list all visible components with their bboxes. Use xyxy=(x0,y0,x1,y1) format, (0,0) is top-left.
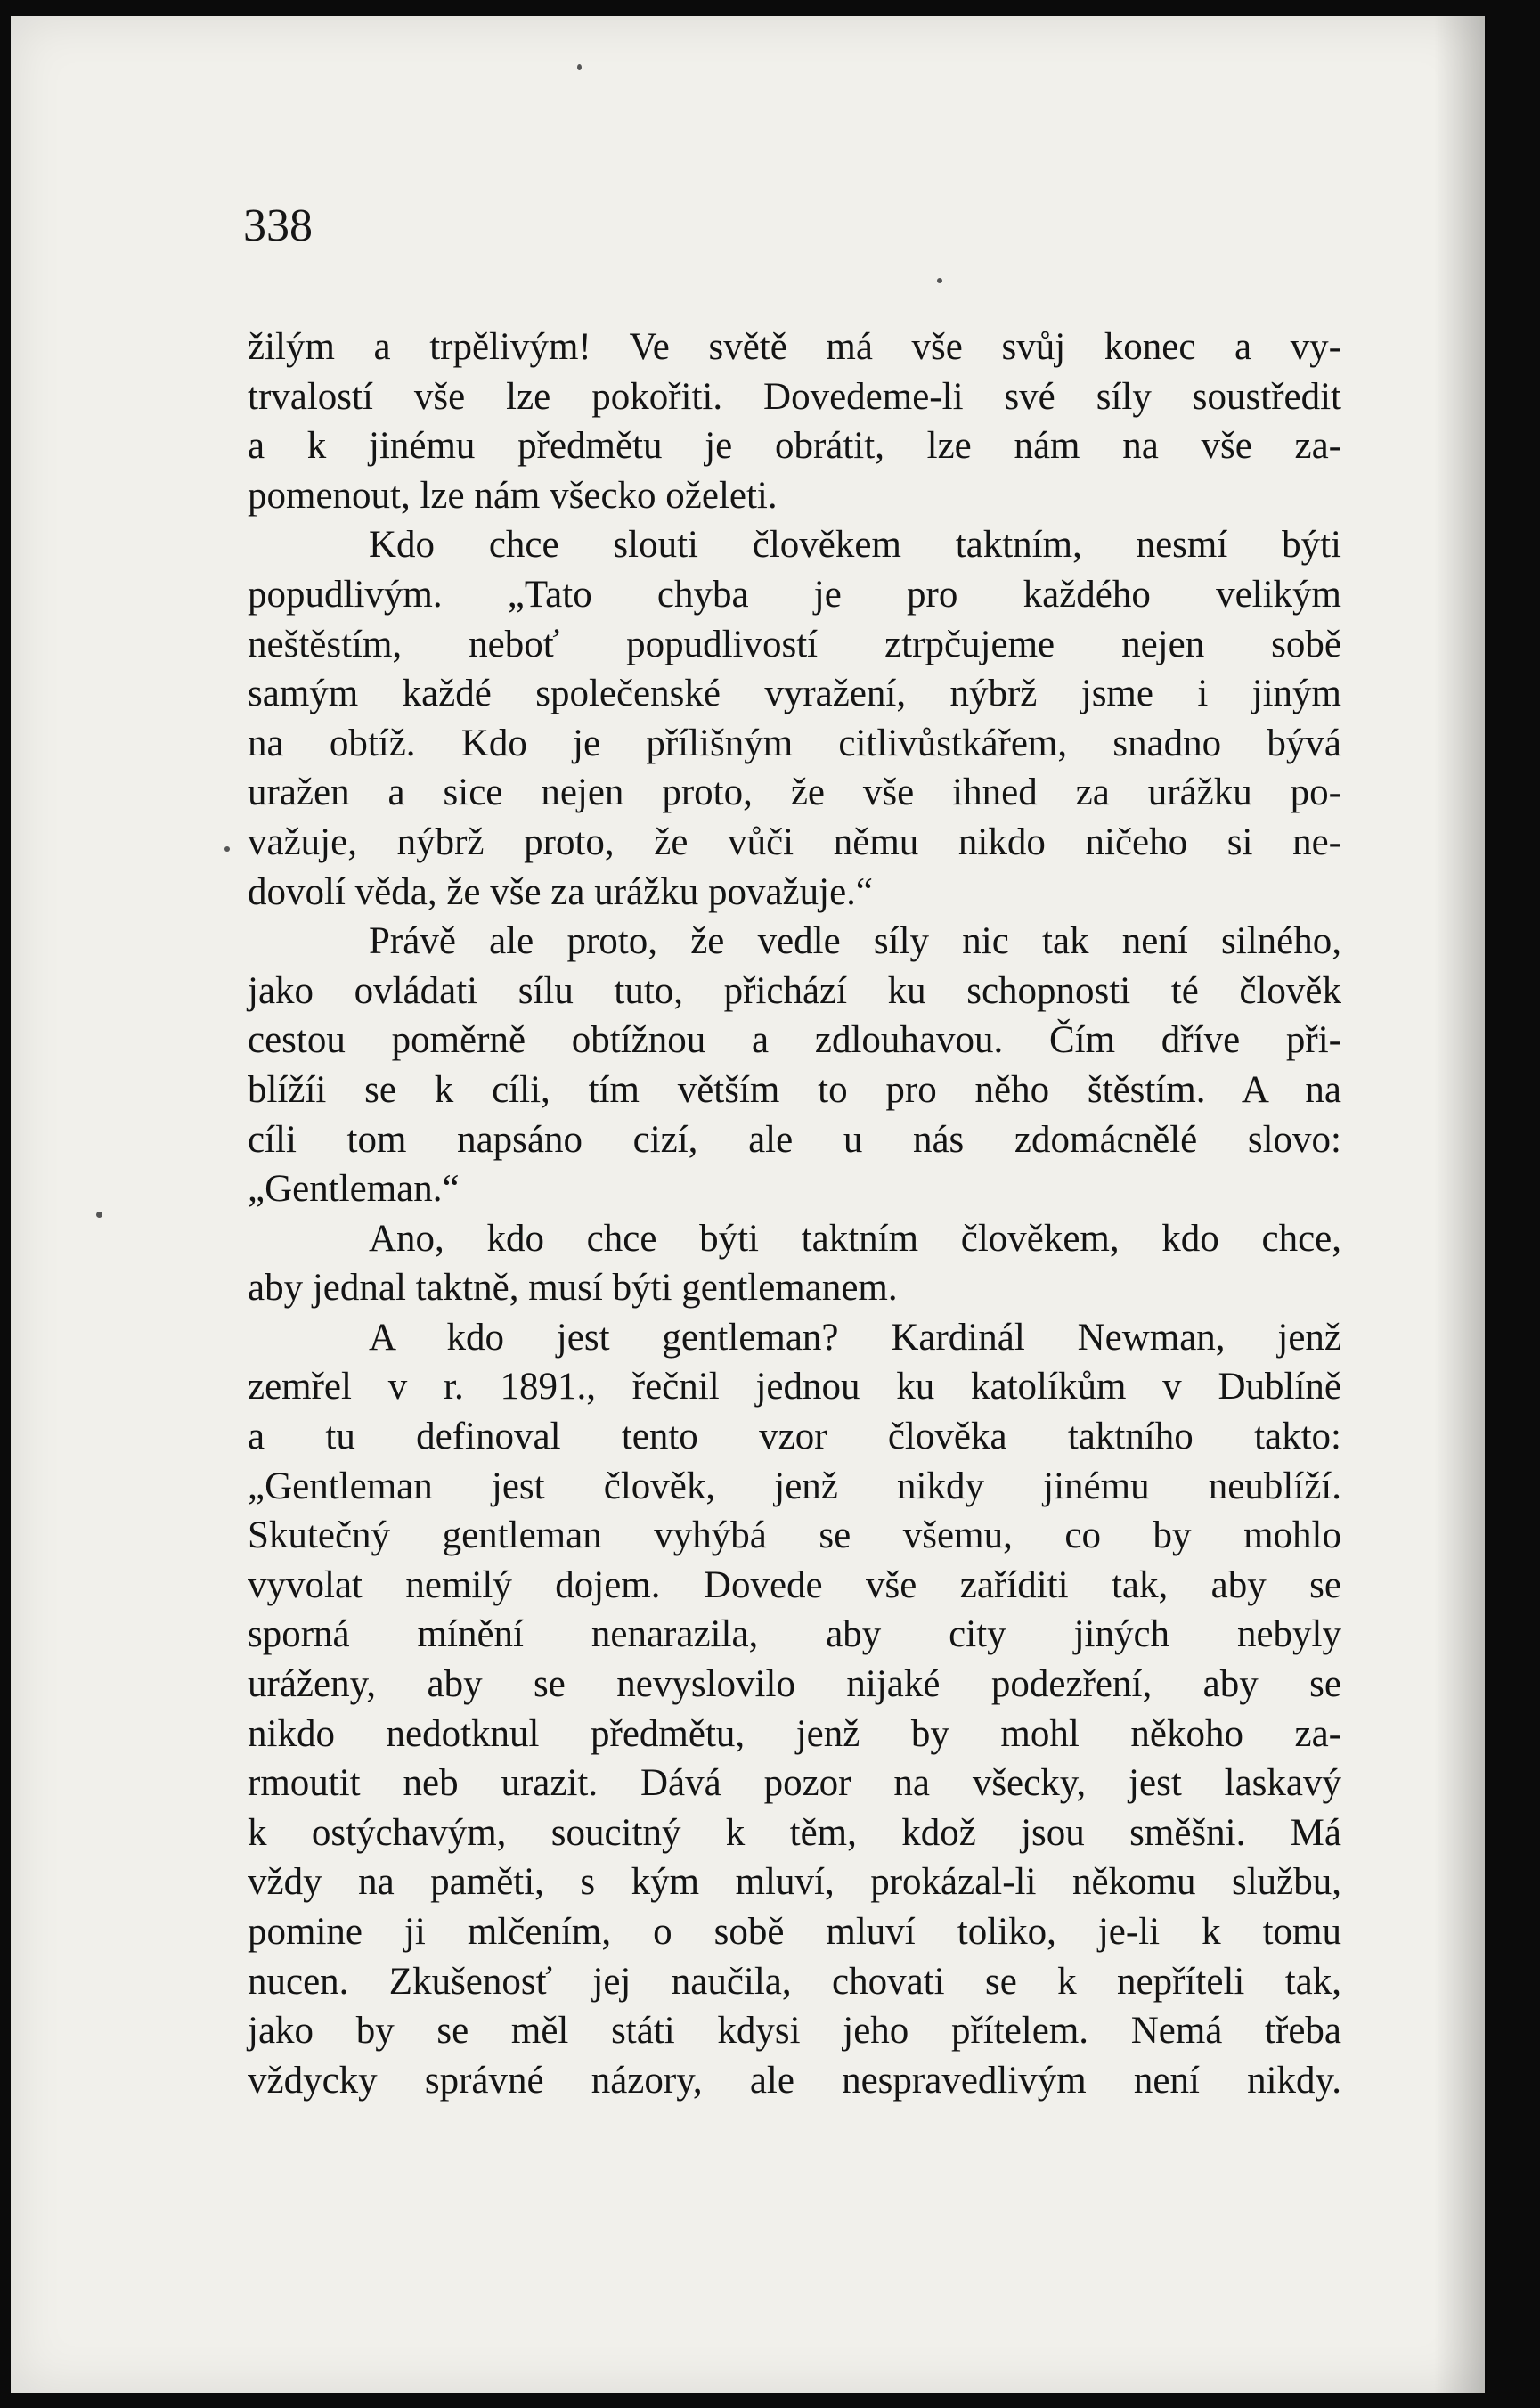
text-line: uráženy, aby se nevyslovilo nijaké podezření, aby se xyxy=(248,1663,1341,1706)
ink-speck xyxy=(577,64,582,70)
text-line: uražen a sice nejen proto, že vše ihned za urážku po- xyxy=(248,771,1341,814)
text-line: Právě ale proto, že vedle síly nic tak není silného, xyxy=(369,920,1341,963)
body-text xyxy=(248,322,1341,2105)
text-line: jako by se měl státi kdysi jeho přítelem. Nemá třeba xyxy=(248,2010,1341,2053)
text-line: aby jednal taktně, musí býti gentlemanem. xyxy=(248,1267,898,1310)
text-line: žilým a trpělivým! Ve světě má vše svůj konec a vy- xyxy=(248,326,1341,368)
text-line: Ano, kdo chce býti taktním člověkem, kdo chce, xyxy=(369,1217,1341,1260)
text-line: cestou poměrně obtížnou a zdlouhavou. Čím dříve při- xyxy=(248,1019,1341,1062)
text-line: samým každé společenské vyražení, nýbrž jsme i jiným xyxy=(248,673,1341,715)
text-line: dovolí věda, že vše za urážku považuje.“ xyxy=(248,870,874,913)
text-line: nucen. Zkušenosť jej naučila, chovati se k nepříteli tak, xyxy=(248,1960,1341,2003)
text-line: Skutečný gentleman vyhýbá se všemu, co by mohlo xyxy=(248,1514,1341,1557)
text-line: blížíi se k cíli, tím větším to pro něho štěstím. A na xyxy=(248,1068,1341,1111)
text-line: jako ovládati sílu tuto, přichází ku schopnosti té člověk xyxy=(248,969,1341,1012)
ink-speck xyxy=(937,278,942,283)
text-line: pomine ji mlčením, o sobě mluví toliko, je-li k tomu xyxy=(248,1911,1341,1953)
text-line: „Gentleman.“ xyxy=(248,1168,460,1211)
text-line: rmoutit neb urazit. Dává pozor na všecky, jest laskavý xyxy=(248,1762,1341,1805)
text-line: na obtíž. Kdo je přílišným citlivůstkářem, snadno bývá xyxy=(248,722,1341,764)
text-line: vyvolat nemilý dojem. Dovede vše zaříditi tak, aby se xyxy=(248,1563,1341,1606)
text-line: a k jinému předmětu je obrátit, lze nám na vše za- xyxy=(248,425,1341,468)
text-line: Kdo chce slouti člověkem taktním, nesmí býti xyxy=(369,524,1341,567)
text-line: trvalostí vše lze pokořiti. Dovedeme-li své síly soustředit xyxy=(248,375,1341,418)
text-line: a tu definoval tento vzor člověka taktního takto: xyxy=(248,1416,1341,1458)
text-line: zemřel v r. 1891., řečnil jednou ku katolíkům v Dublíně xyxy=(248,1366,1341,1408)
text-line: popudlivým. „Tato chyba je pro každého velikým xyxy=(248,573,1341,616)
ink-speck xyxy=(224,846,230,852)
text-line: sporná mínění nenarazila, aby city jiných nebyly xyxy=(248,1613,1341,1656)
text-line: k ostýchavým, soucitný k těm, kdož jsou směšni. Má xyxy=(248,1811,1341,1854)
text-line: važuje, nýbrž proto, že vůči němu nikdo ničeho si ne- xyxy=(248,820,1341,863)
text-line: A kdo jest gentleman? Kardinál Newman, jenž xyxy=(369,1316,1341,1359)
text-line: nikdo nedotknul předmětu, jenž by mohl někoho za- xyxy=(248,1712,1341,1755)
text-line: vždy na paměti, s kým mluví, prokázal-li někomu službu, xyxy=(248,1861,1341,1904)
ink-speck xyxy=(96,1212,102,1218)
text-line: pomenout, lze nám všecko oželeti. xyxy=(248,474,778,517)
text-line: neštěstím, neboť popudlivostí ztrpčujeme nejen sobě xyxy=(248,623,1341,665)
text-line: cíli tom napsáno cizí, ale u nás zdomácnělé slovo: xyxy=(248,1118,1341,1161)
text-line: „Gentleman jest člověk, jenž nikdy jinému neublíží. xyxy=(248,1465,1341,1507)
text-line: vždycky správné názory, ale nespravedlivým není nikdy. xyxy=(248,2059,1341,2102)
page-edge-shadow xyxy=(1434,16,1487,2393)
page-number: 338 xyxy=(243,200,313,251)
